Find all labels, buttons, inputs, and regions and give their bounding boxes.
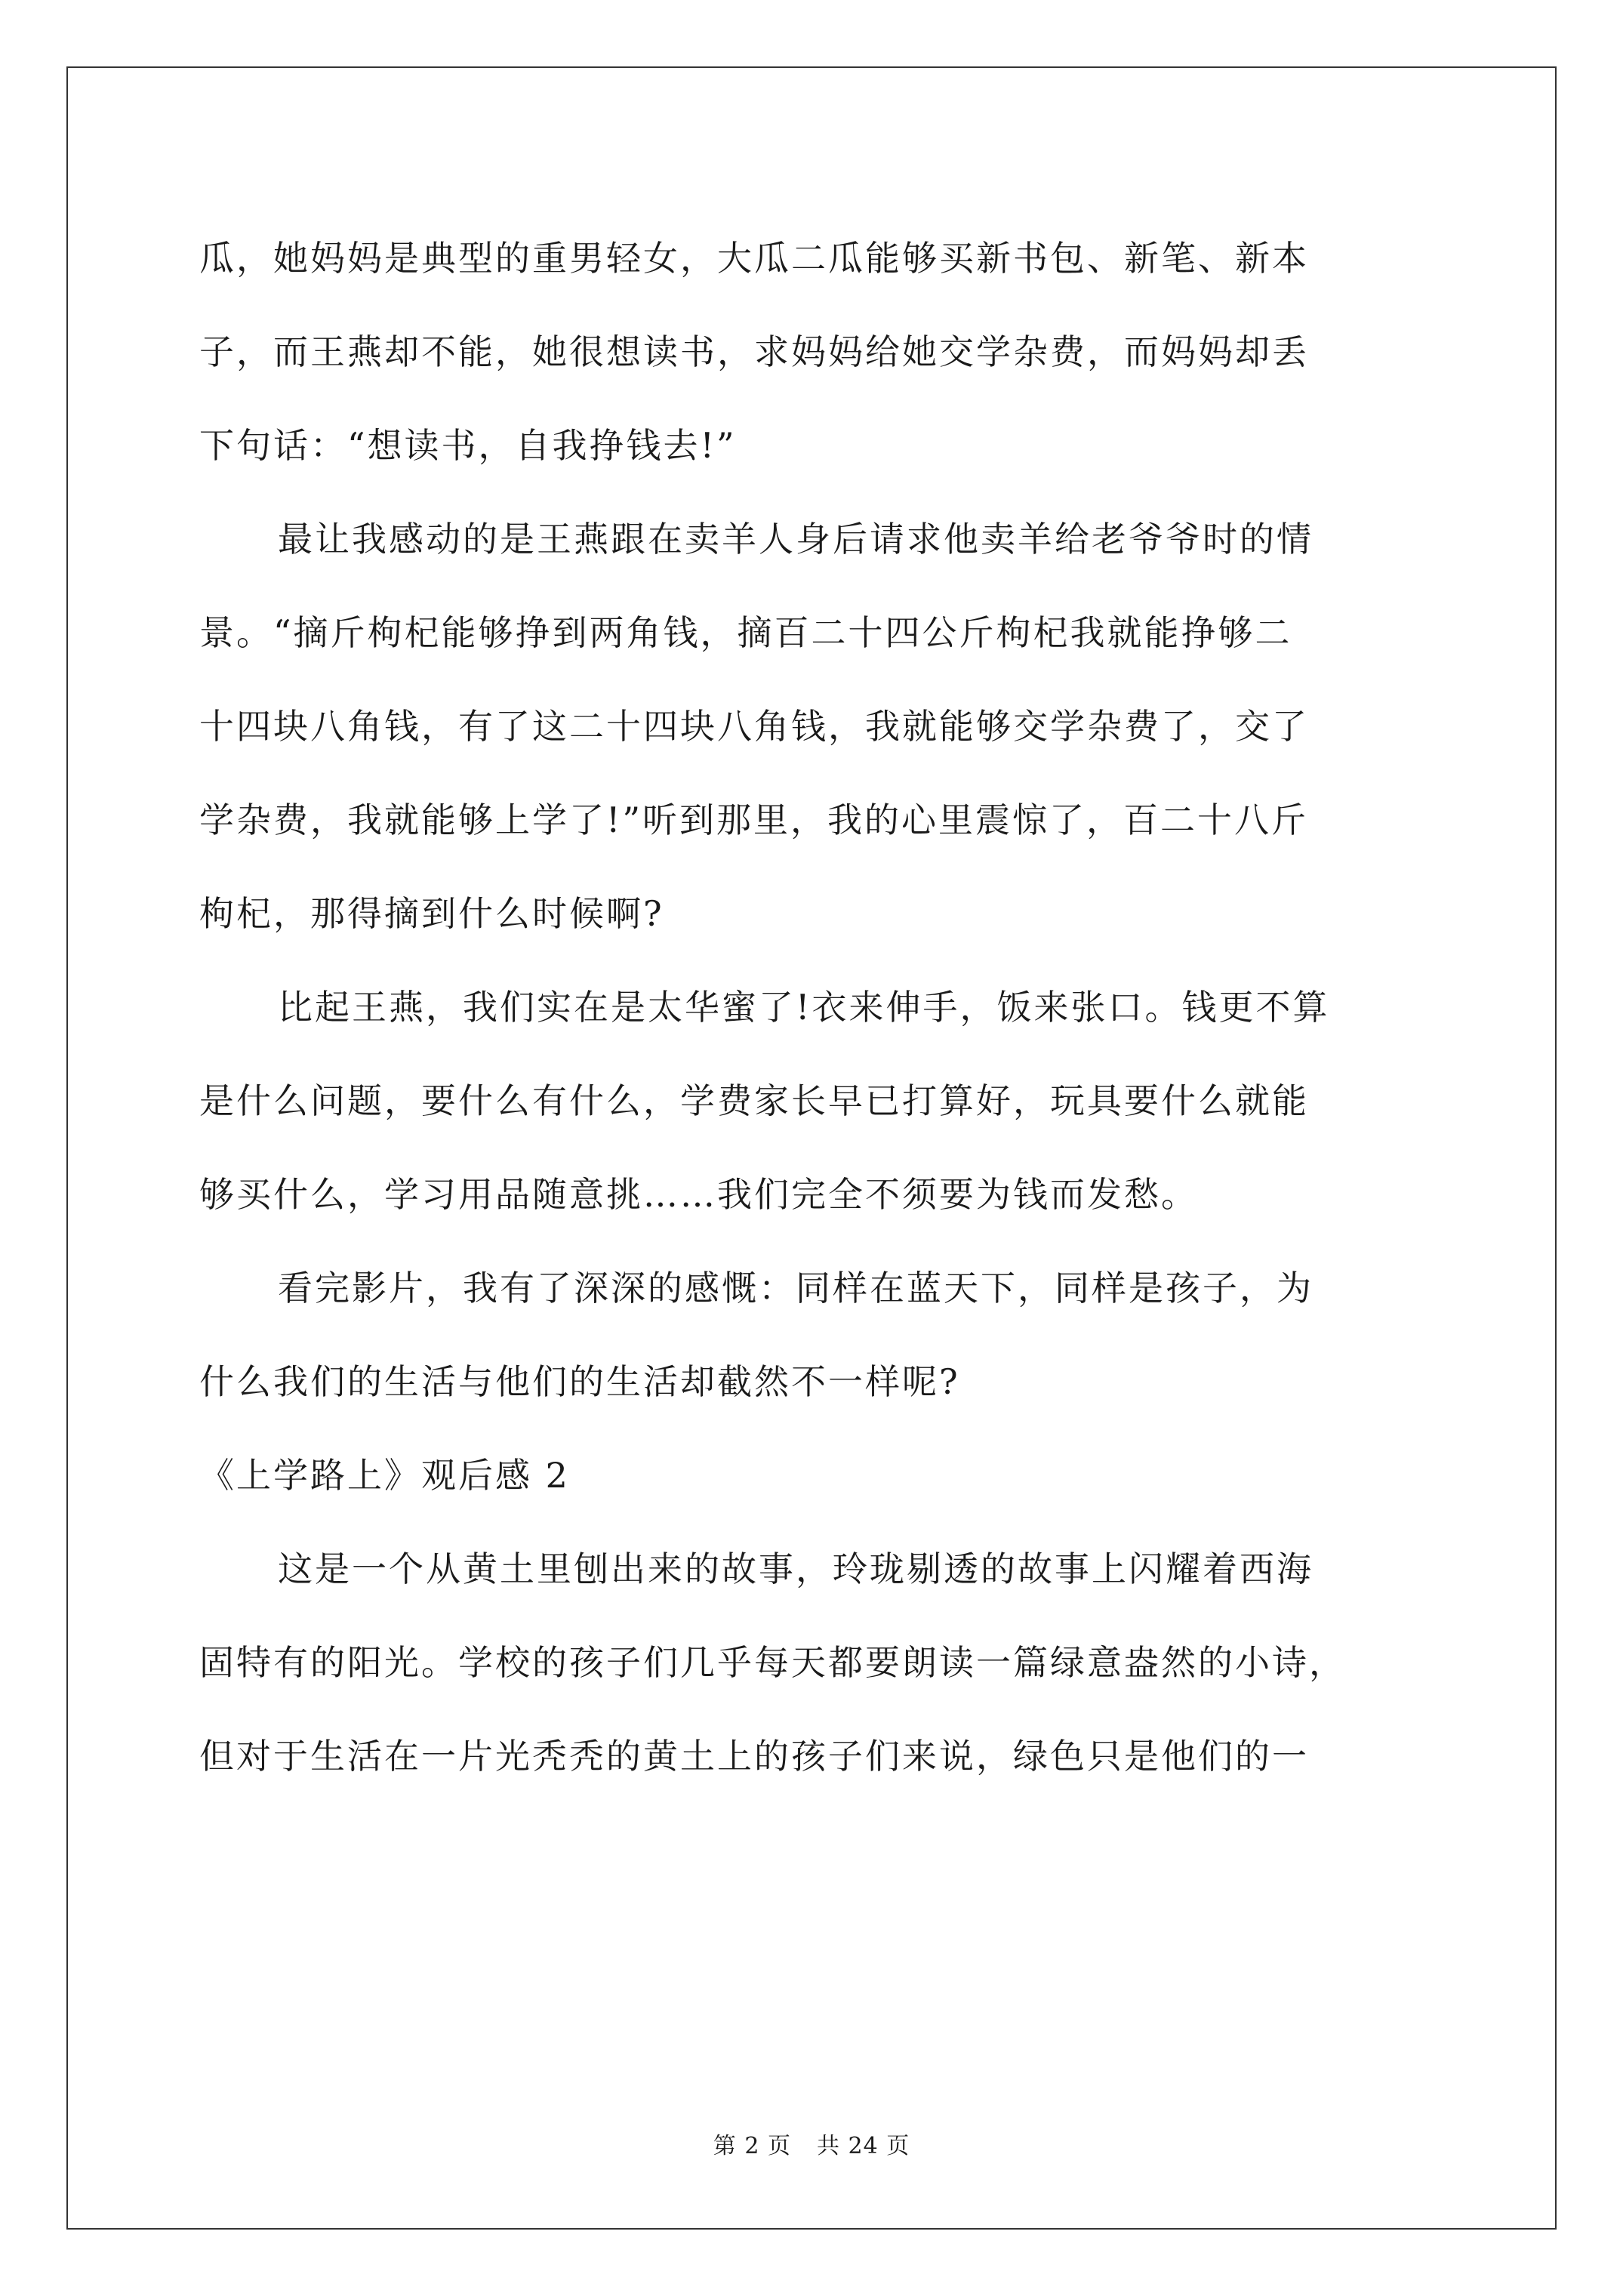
page-footer	[0, 2127, 1623, 2160]
text-line: 学杂费，我就能够上学了!”听到那里，我的心里震惊了，百二十八斤	[199, 800, 1309, 840]
text-line: 最让我感动的是王燕跟在卖羊人身后请求他卖羊给老爷爷时的情	[278, 519, 1313, 559]
page-number: 第 2 页	[713, 2133, 791, 2159]
page-total: 共 24 页	[816, 2133, 910, 2159]
text-line: 但对于生活在一片光秃秃的黄土上的孩子们来说，绿色只是他们的一	[199, 1736, 1309, 1777]
text-line: 看完影片，我有了深深的感慨：同样在蓝天下，同样是孩子，为	[278, 1268, 1313, 1308]
text-line: 十四块八角钱，有了这二十四块八角钱，我就能够交学杂费了，交了	[199, 706, 1309, 747]
text-line: 什么我们的生活与他们的生活却截然不一样呢?	[199, 1361, 960, 1402]
document-body	[199, 211, 1427, 1803]
text-line: 枸杞，那得摘到什么时候啊?	[199, 893, 664, 934]
text-line: 比起王燕，我们实在是太华蜜了!衣来伸手，饭来张口。钱更不算	[278, 987, 1330, 1028]
text-line: 瓜，她妈妈是典型的重男轻女，大瓜二瓜能够买新书包、新笔、新本	[199, 238, 1309, 279]
text-line: 子，而王燕却不能，她很想读书，求妈妈给她交学杂费，而妈妈却丢	[199, 331, 1309, 372]
text-line: 固特有的阳光。学校的孩子们几乎每天都要朗读一篇绿意盎然的小诗，	[199, 1642, 1346, 1683]
text-line: 这是一个从黄土里刨出来的故事，玲珑剔透的故事上闪耀着西海	[278, 1549, 1313, 1589]
text-line: 下句话：“想读书，自我挣钱去!”	[199, 425, 737, 466]
text-line: 是什么问题，要什么有什么，学费家长早已打算好，玩具要什么就能	[199, 1080, 1309, 1121]
text-line: 够买什么，学习用品随意挑……我们完全不须要为钱而发愁。	[199, 1174, 1198, 1215]
text-line: 景。“摘斤枸杞能够挣到两角钱，摘百二十四公斤枸杞我就能挣够二	[199, 612, 1292, 653]
section-heading: 《上学路上》观后感 2	[199, 1455, 570, 1496]
